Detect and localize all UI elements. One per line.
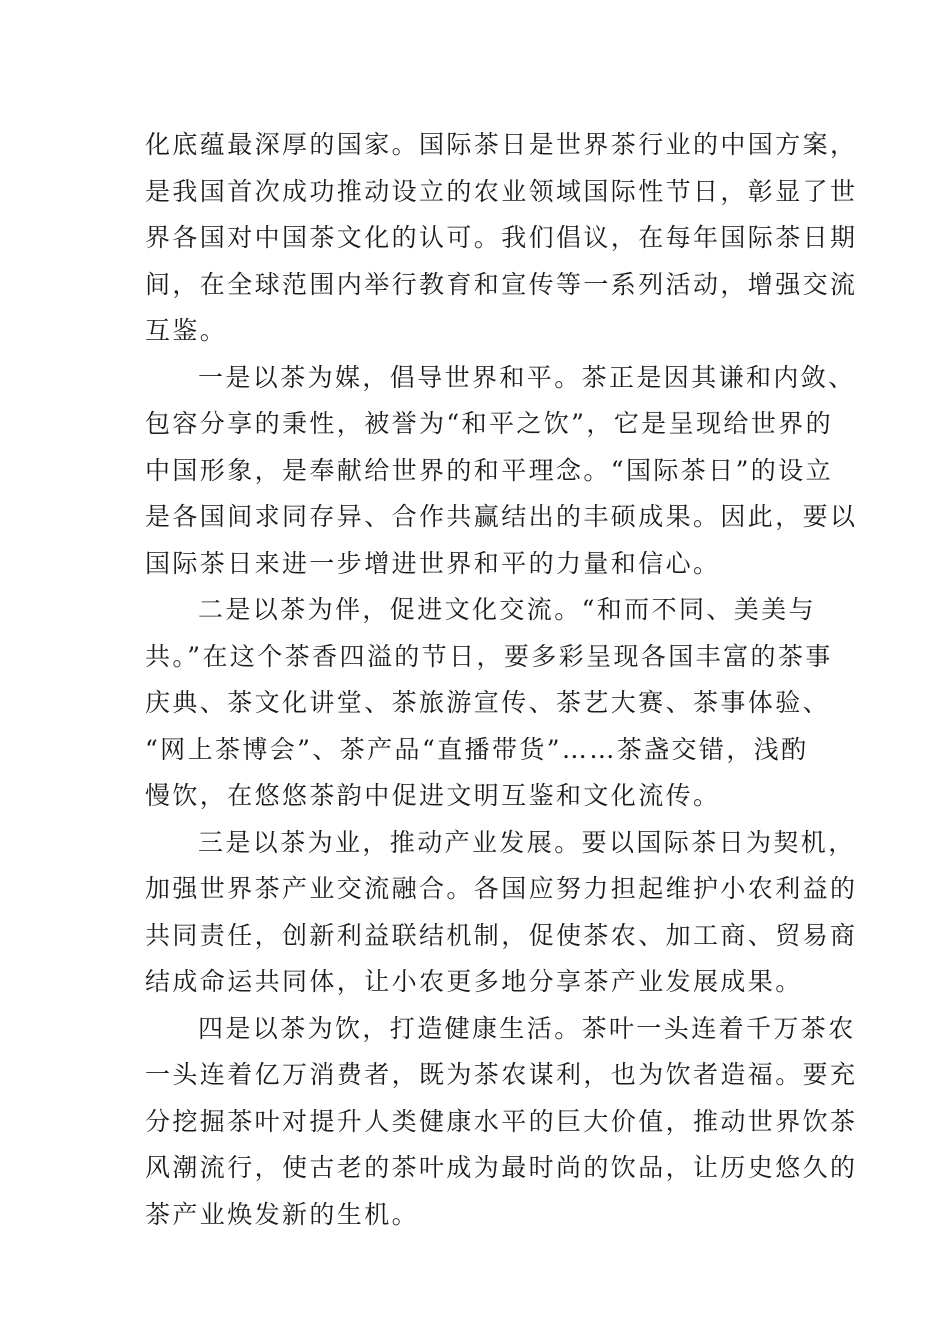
text-line: 共同责任，创新利益联结机制，促使茶农、加工商、贸易商 (145, 920, 858, 950)
text-line: 中国形象，是奉献给世界的和平理念。“国际茶日”的设立 (145, 455, 833, 485)
text-line: 一是以茶为媒，倡导世界和平。茶正是因其谦和内敛、 (198, 362, 856, 392)
text-line: 分挖掘茶叶对提升人类健康水平的巨大价值，推动世界饮茶 (145, 1106, 858, 1136)
text-line: 二是以茶为伴，促进文化交流。“和而不同、美美与 (198, 595, 816, 624)
text-line: 一头连着亿万消费者，既为茶农谋利，也为饮者造福。要充 (145, 1060, 858, 1089)
text-line: 茶产业焕发新的生机。 (145, 1199, 420, 1229)
text-line: 加强世界茶产业交流融合。各国应努力担起维护小农利益的 (145, 874, 858, 903)
paragraph-peace (145, 355, 858, 588)
text-line: 四是以茶为饮，打造健康生活。茶叶一头连着千万茶农 (198, 1013, 856, 1043)
text-line: 慢饮，在悠悠茶韵中促进文明互鉴和文化流传。 (145, 781, 721, 810)
text-line: 庆典、茶文化讲堂、茶旅游宣传、茶艺大赛、茶事体验、 (145, 688, 831, 717)
text-line: “网上茶博会”、茶产品“直播带货”……茶盏交错，浅酌 (145, 734, 809, 764)
text-line: 间，在全球范围内举行教育和宣传等一系列活动，增强交流 (145, 269, 858, 299)
text-line: 包容分享的秉性，被誉为“和平之饮”，它是呈现给世界的 (145, 409, 833, 438)
text-line: 是我国首次成功推动设立的农业领域国际性节日，彰显了世 (145, 176, 858, 206)
text-line: 界各国对中国茶文化的认可。我们倡议，在每年国际茶日期 (145, 223, 858, 252)
paragraph-industry (145, 820, 858, 1006)
text-line: 互鉴。 (145, 316, 228, 345)
paragraph-intro (145, 122, 858, 355)
paragraph-culture (145, 587, 833, 820)
paragraph-health (145, 1006, 858, 1239)
document-page (145, 122, 858, 1238)
text-line: 国际茶日来进一步增进世界和平的力量和信心。 (145, 548, 721, 578)
text-line: 是各国间求同存异、合作共赢结出的丰硕成果。因此，要以 (145, 502, 858, 531)
text-line: 三是以茶为业，推动产业发展。要以国际茶日为契机， (198, 827, 856, 857)
text-line: 共。”在这个茶香四溢的节日，要多彩呈现各国丰富的茶事 (145, 641, 833, 671)
text-line: 风潮流行，使古老的茶叶成为最时尚的饮品，让历史悠久的 (145, 1153, 858, 1182)
text-line: 化底蕴最深厚的国家。国际茶日是世界茶行业的中国方案， (145, 130, 858, 159)
text-line: 结成命运共同体，让小农更多地分享茶产业发展成果。 (145, 967, 803, 996)
